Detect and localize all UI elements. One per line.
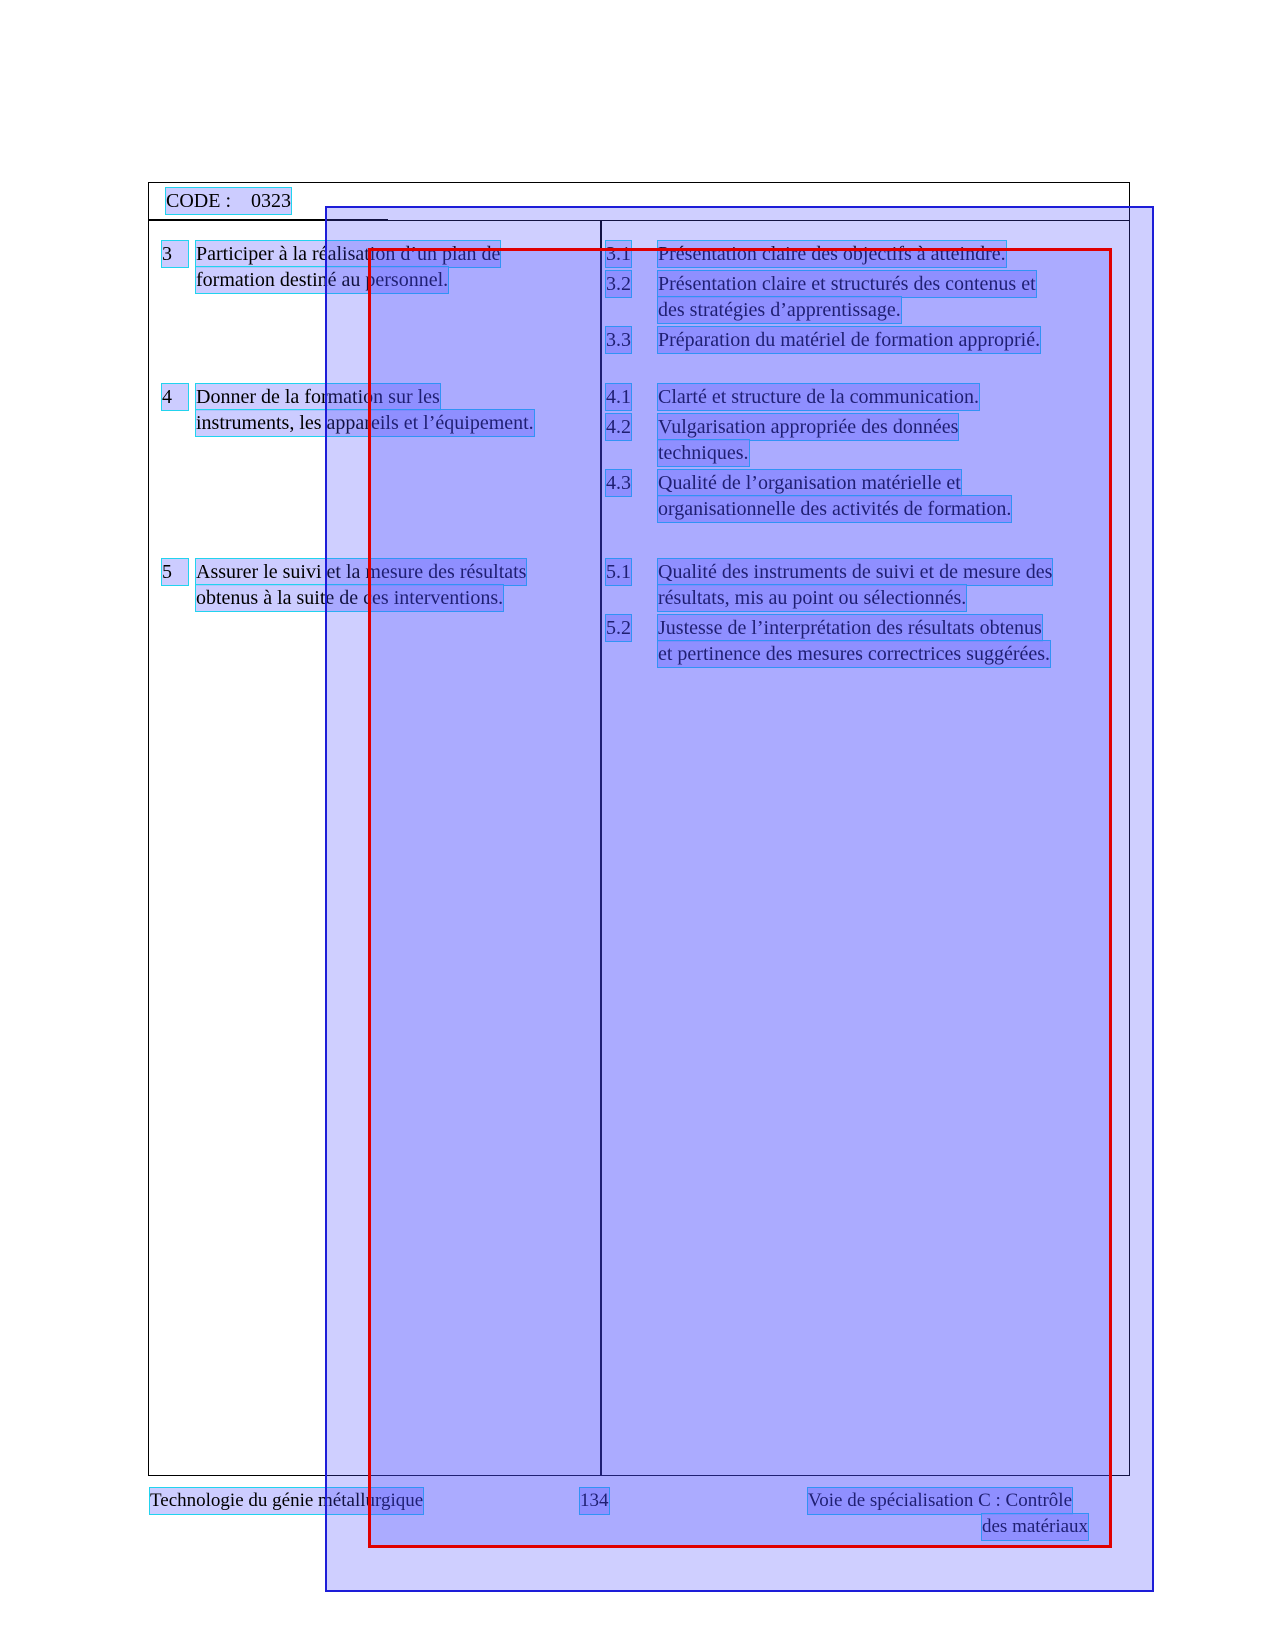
competency-text-line: obtenus à la suite de ces interventions. <box>196 587 504 609</box>
criterion-text-line: Qualité des instruments de suivi et de mesure des <box>658 561 1053 583</box>
footer-specialization-line: Voie de spécialisation C : Contrôle <box>808 1488 1072 1514</box>
criterion-number: 5.2 <box>606 617 631 639</box>
criterion-number: 3.3 <box>606 329 631 351</box>
competency-number: 3 <box>162 241 188 267</box>
competency-number: 4 <box>162 384 188 410</box>
criterion-text-line: Présentation claire des objectifs à atteindre. <box>658 243 1006 265</box>
competency-text-line: Participer à la réalisation d’un plan de <box>196 243 501 265</box>
competency-number: 5 <box>162 559 188 585</box>
criterion-text-line: Vulgarisation appropriée des données <box>658 416 959 438</box>
criterion-text-line: techniques. <box>658 442 749 464</box>
competency-text-line: formation destiné au personnel. <box>196 269 449 291</box>
document-code: CODE : 0323 <box>166 190 291 212</box>
criterion-number: 3.1 <box>606 243 631 265</box>
competency-text-line: instruments, les appareils et l’équipement. <box>196 412 534 434</box>
footer-program: Technologie du génie métallurgique <box>150 1488 423 1514</box>
selection-overlay-inner <box>368 248 1112 1548</box>
criterion-text-line: Clarté et structure de la communication. <box>658 386 979 408</box>
criterion-text-line: Qualité de l’organisation matérielle et <box>658 472 961 494</box>
criterion-text-line: organisationnelle des activités de formation. <box>658 498 1012 520</box>
competency-text-line: Donner de la formation sur les <box>196 386 440 408</box>
footer-page-number: 134 <box>580 1488 609 1514</box>
criterion-text-line: résultats, mis au point ou sélectionnés. <box>658 587 967 609</box>
criterion-number: 4.1 <box>606 386 631 408</box>
footer-specialization-line: des matériaux <box>982 1514 1088 1540</box>
criterion-text-line: des stratégies d’apprentissage. <box>658 299 901 321</box>
criterion-number: 3.2 <box>606 273 631 295</box>
competency-text-line: Assurer le suivi et la mesure des résultats <box>196 561 527 583</box>
criterion-text-line: Préparation du matériel de formation approprié. <box>658 329 1041 351</box>
criterion-text-line: et pertinence des mesures correctrices suggérées. <box>658 643 1051 665</box>
criterion-text-line: Présentation claire et structurés des contenus et <box>658 273 1036 295</box>
criterion-number: 4.2 <box>606 416 631 438</box>
criterion-text-line: Justesse de l’interprétation des résultats obtenus <box>658 617 1042 639</box>
criterion-number: 5.1 <box>606 561 631 583</box>
criterion-number: 4.3 <box>606 472 631 494</box>
